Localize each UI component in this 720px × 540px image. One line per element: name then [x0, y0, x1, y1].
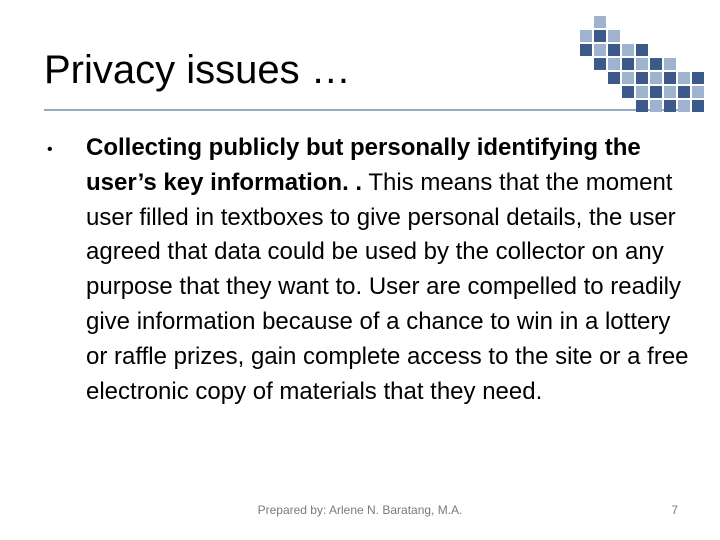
logo-square — [608, 72, 620, 84]
slide-title: Privacy issues … — [44, 48, 351, 92]
logo-square — [622, 44, 634, 56]
logo-square — [636, 44, 648, 56]
logo-square — [622, 72, 634, 84]
bullet-text — [86, 131, 698, 409]
page-number: 7 — [671, 503, 678, 517]
logo-square — [664, 86, 676, 98]
logo-square — [594, 30, 606, 42]
logo-square — [650, 72, 662, 84]
logo-square — [580, 44, 592, 56]
logo-square — [664, 100, 676, 112]
logo-square — [678, 72, 690, 84]
bullet-text-regular: This means that the moment user filled in textboxes to give personal details, the user agreed that data could be used by the collector on any purpose that they want to. User are compelled to readily give information because of a chance to win in a lottery or raffle prizes, gain complete access to the site or a free electronic copy of materials that they need. — [86, 168, 689, 405]
logo-square — [622, 86, 634, 98]
logo-square — [636, 72, 648, 84]
logo-square — [608, 30, 620, 42]
logo-square — [650, 100, 662, 112]
logo-square — [608, 58, 620, 70]
logo-square — [594, 16, 606, 28]
logo-square — [594, 58, 606, 70]
checker-squares-icon — [574, 12, 714, 120]
logo-square — [594, 44, 606, 56]
logo-square — [622, 58, 634, 70]
footer-author: Prepared by: Arlene N. Baratang, M.A. — [257, 503, 463, 517]
logo-square — [664, 58, 676, 70]
bullet-text-bold: Collecting publicly but personally identifying the user’s key information. . — [86, 134, 641, 196]
logo-square — [580, 30, 592, 42]
logo-square — [678, 100, 690, 112]
logo-square — [650, 86, 662, 98]
logo-square — [692, 100, 704, 112]
logo-square — [650, 58, 662, 70]
logo-square — [636, 58, 648, 70]
logo-square — [692, 72, 704, 84]
logo-square — [636, 100, 648, 112]
logo-square — [692, 86, 704, 98]
logo-square — [636, 86, 648, 98]
logo-square — [678, 86, 690, 98]
logo-square — [608, 44, 620, 56]
logo-square — [664, 72, 676, 84]
bullet-marker: • — [47, 141, 53, 158]
